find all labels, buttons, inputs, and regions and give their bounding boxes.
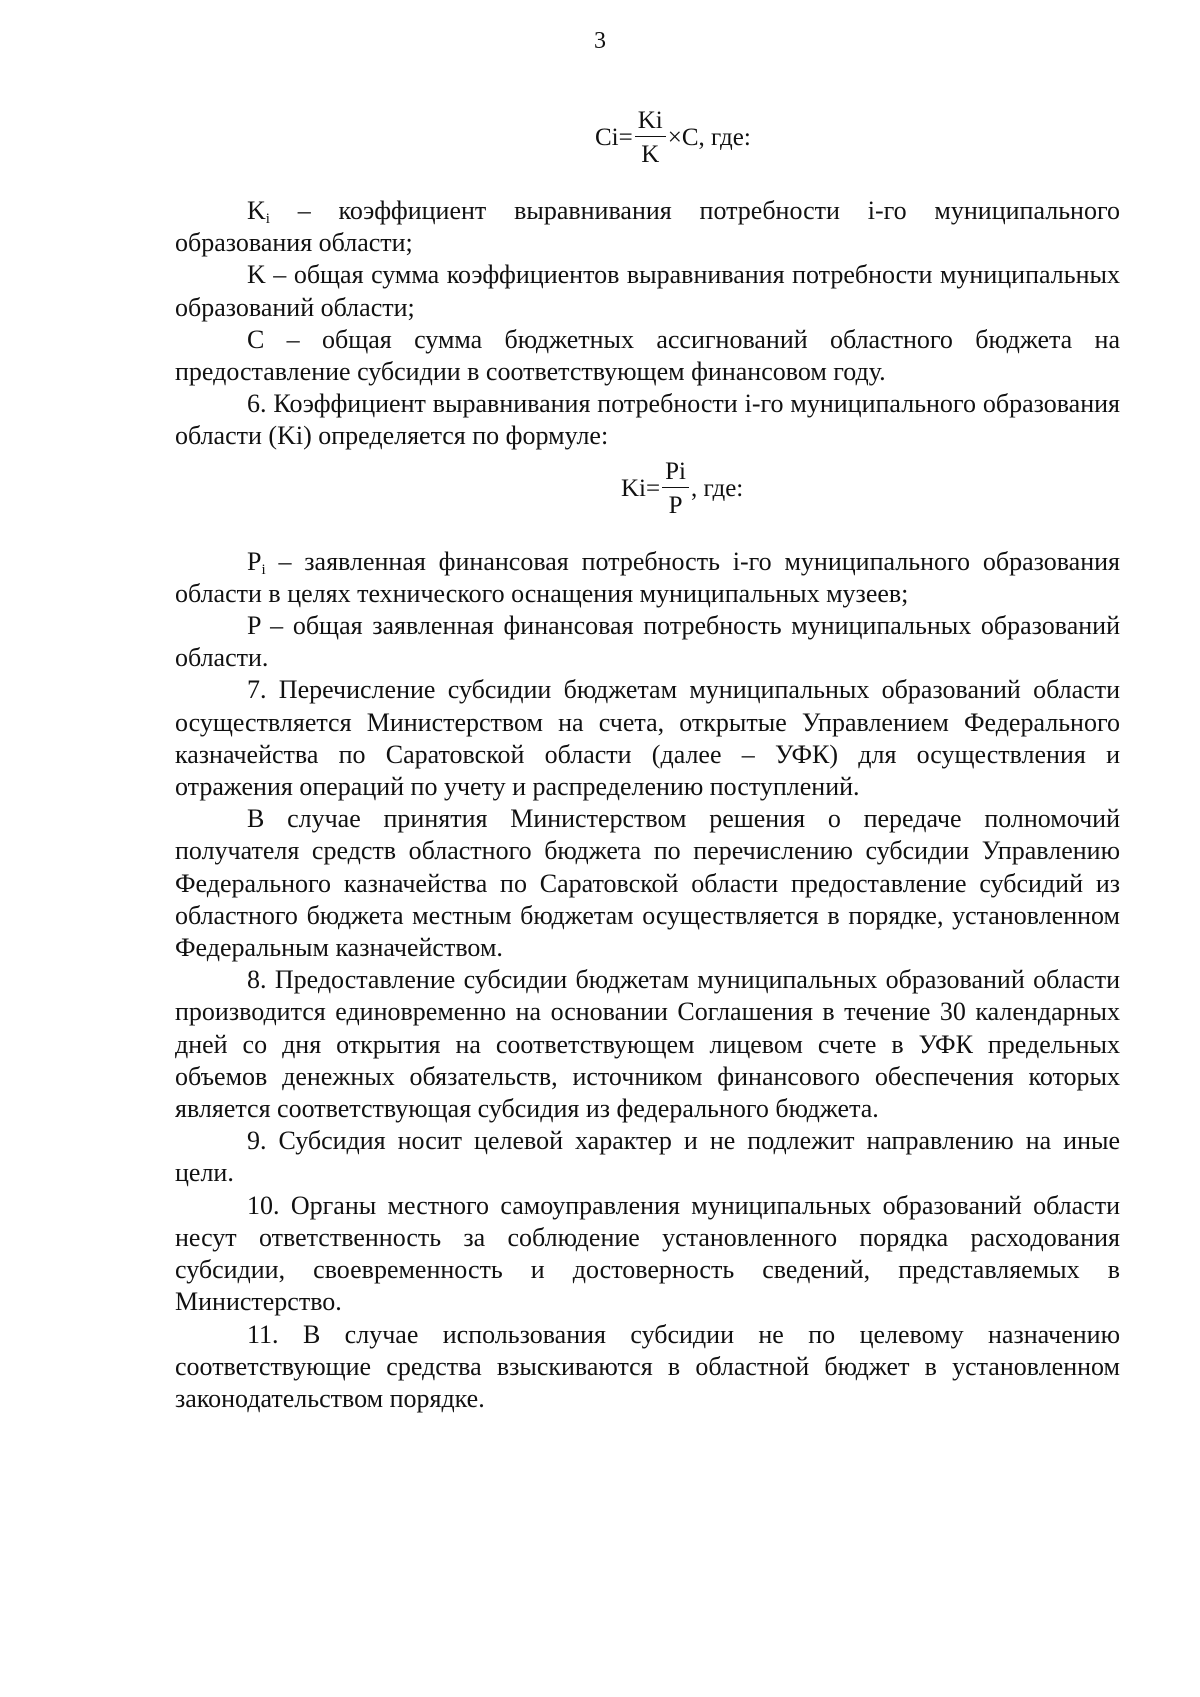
formula-ki-numerator: Pi [665,457,686,485]
definition-p: P – общая заявленная финансовая потребность муниципальных образований области. [175,611,1120,673]
formula-ki-fraction [662,459,689,518]
paragraph-8: 8. Предоставление субсидии бюджетам муниципальных образований области производится единовременно на основании Соглашения в течение 30 календарных дней со дня открытия на соответствующем лицевом счете в УФК предельных объемов денежных обязательств, источником финансового обеспечения которых является соответствующая субсидия из федерального бюджета. [175,965,1120,1124]
definition-c: C – общая сумма бюджетных ассигнований областного бюджета на предоставление субсидии в соответствующем финансовом году. [175,324,1120,387]
paragraph-11: 11. В случае использования субсидии не по целевому назначению соответствующие средства взыскиваются в областной бюджет в установленном законодательством порядке. [175,1319,1120,1413]
formula-ci [595,108,1120,167]
formula-ki-rhs: , где: [690,474,744,502]
paragraph-9: 9. Субсидия носит целевой характер и не подлежит направлению на иные цели. [175,1126,1120,1188]
paragraph-7-continued: В случае принятия Министерством решения о передаче полномочий получателя средств областного бюджета по перечислению субсидии Управлению Федерального казначейства по Саратовской области предоставление субсидий из областного бюджета местным бюджетам осуществляется в порядке, установленном Федеральным казначейством. [175,804,1120,963]
formula-ci-lhs: Ci= [595,124,633,151]
definition-ki: $K_i$ – коэффициент выравнивания потребности i-го муниципального образования области; [175,196,1120,258]
formula-ci-fraction [635,108,666,167]
formula-ki [621,459,1120,518]
formula-ki-denominator: P [668,491,683,519]
page-number: 3 [594,28,606,54]
formula-ci-rhs: ×C, где: [667,124,751,151]
definition-k: K – общая сумма коэффициентов выравнивания потребности муниципальных образований области; [175,260,1120,322]
formula-ci-numerator: Ki [637,107,663,134]
formula-ci-denominator: K [641,141,660,168]
formula-ki-lhs: Ki= [621,474,661,502]
definition-pi: $P_i$ – заявленная финансовая потребность i-го муниципального образования области в целях технического оснащения муниципальных музеев; [175,546,1120,608]
paragraph-10: 10. Органы местного самоуправления муниципальных образований области несут ответственность за соблюдение установленного порядка расходования субсидии, своевременность и достоверность сведений, представляемых в Министерство. [175,1190,1120,1317]
document-body [175,108,1120,1415]
paragraph-6: 6. Коэффициент выравнивания потребности i-го муниципального образования области (Ki) определяется по формуле: [175,389,1120,451]
paragraph-7: 7. Перечисление субсидии бюджетам муниципальных образований области осуществляется Министерством на счета, открытые Управлением Федерального казначейства по Саратовской области (далее – УФК) для осуществления и отражения операций по учету и распределению поступлений. [175,675,1120,802]
